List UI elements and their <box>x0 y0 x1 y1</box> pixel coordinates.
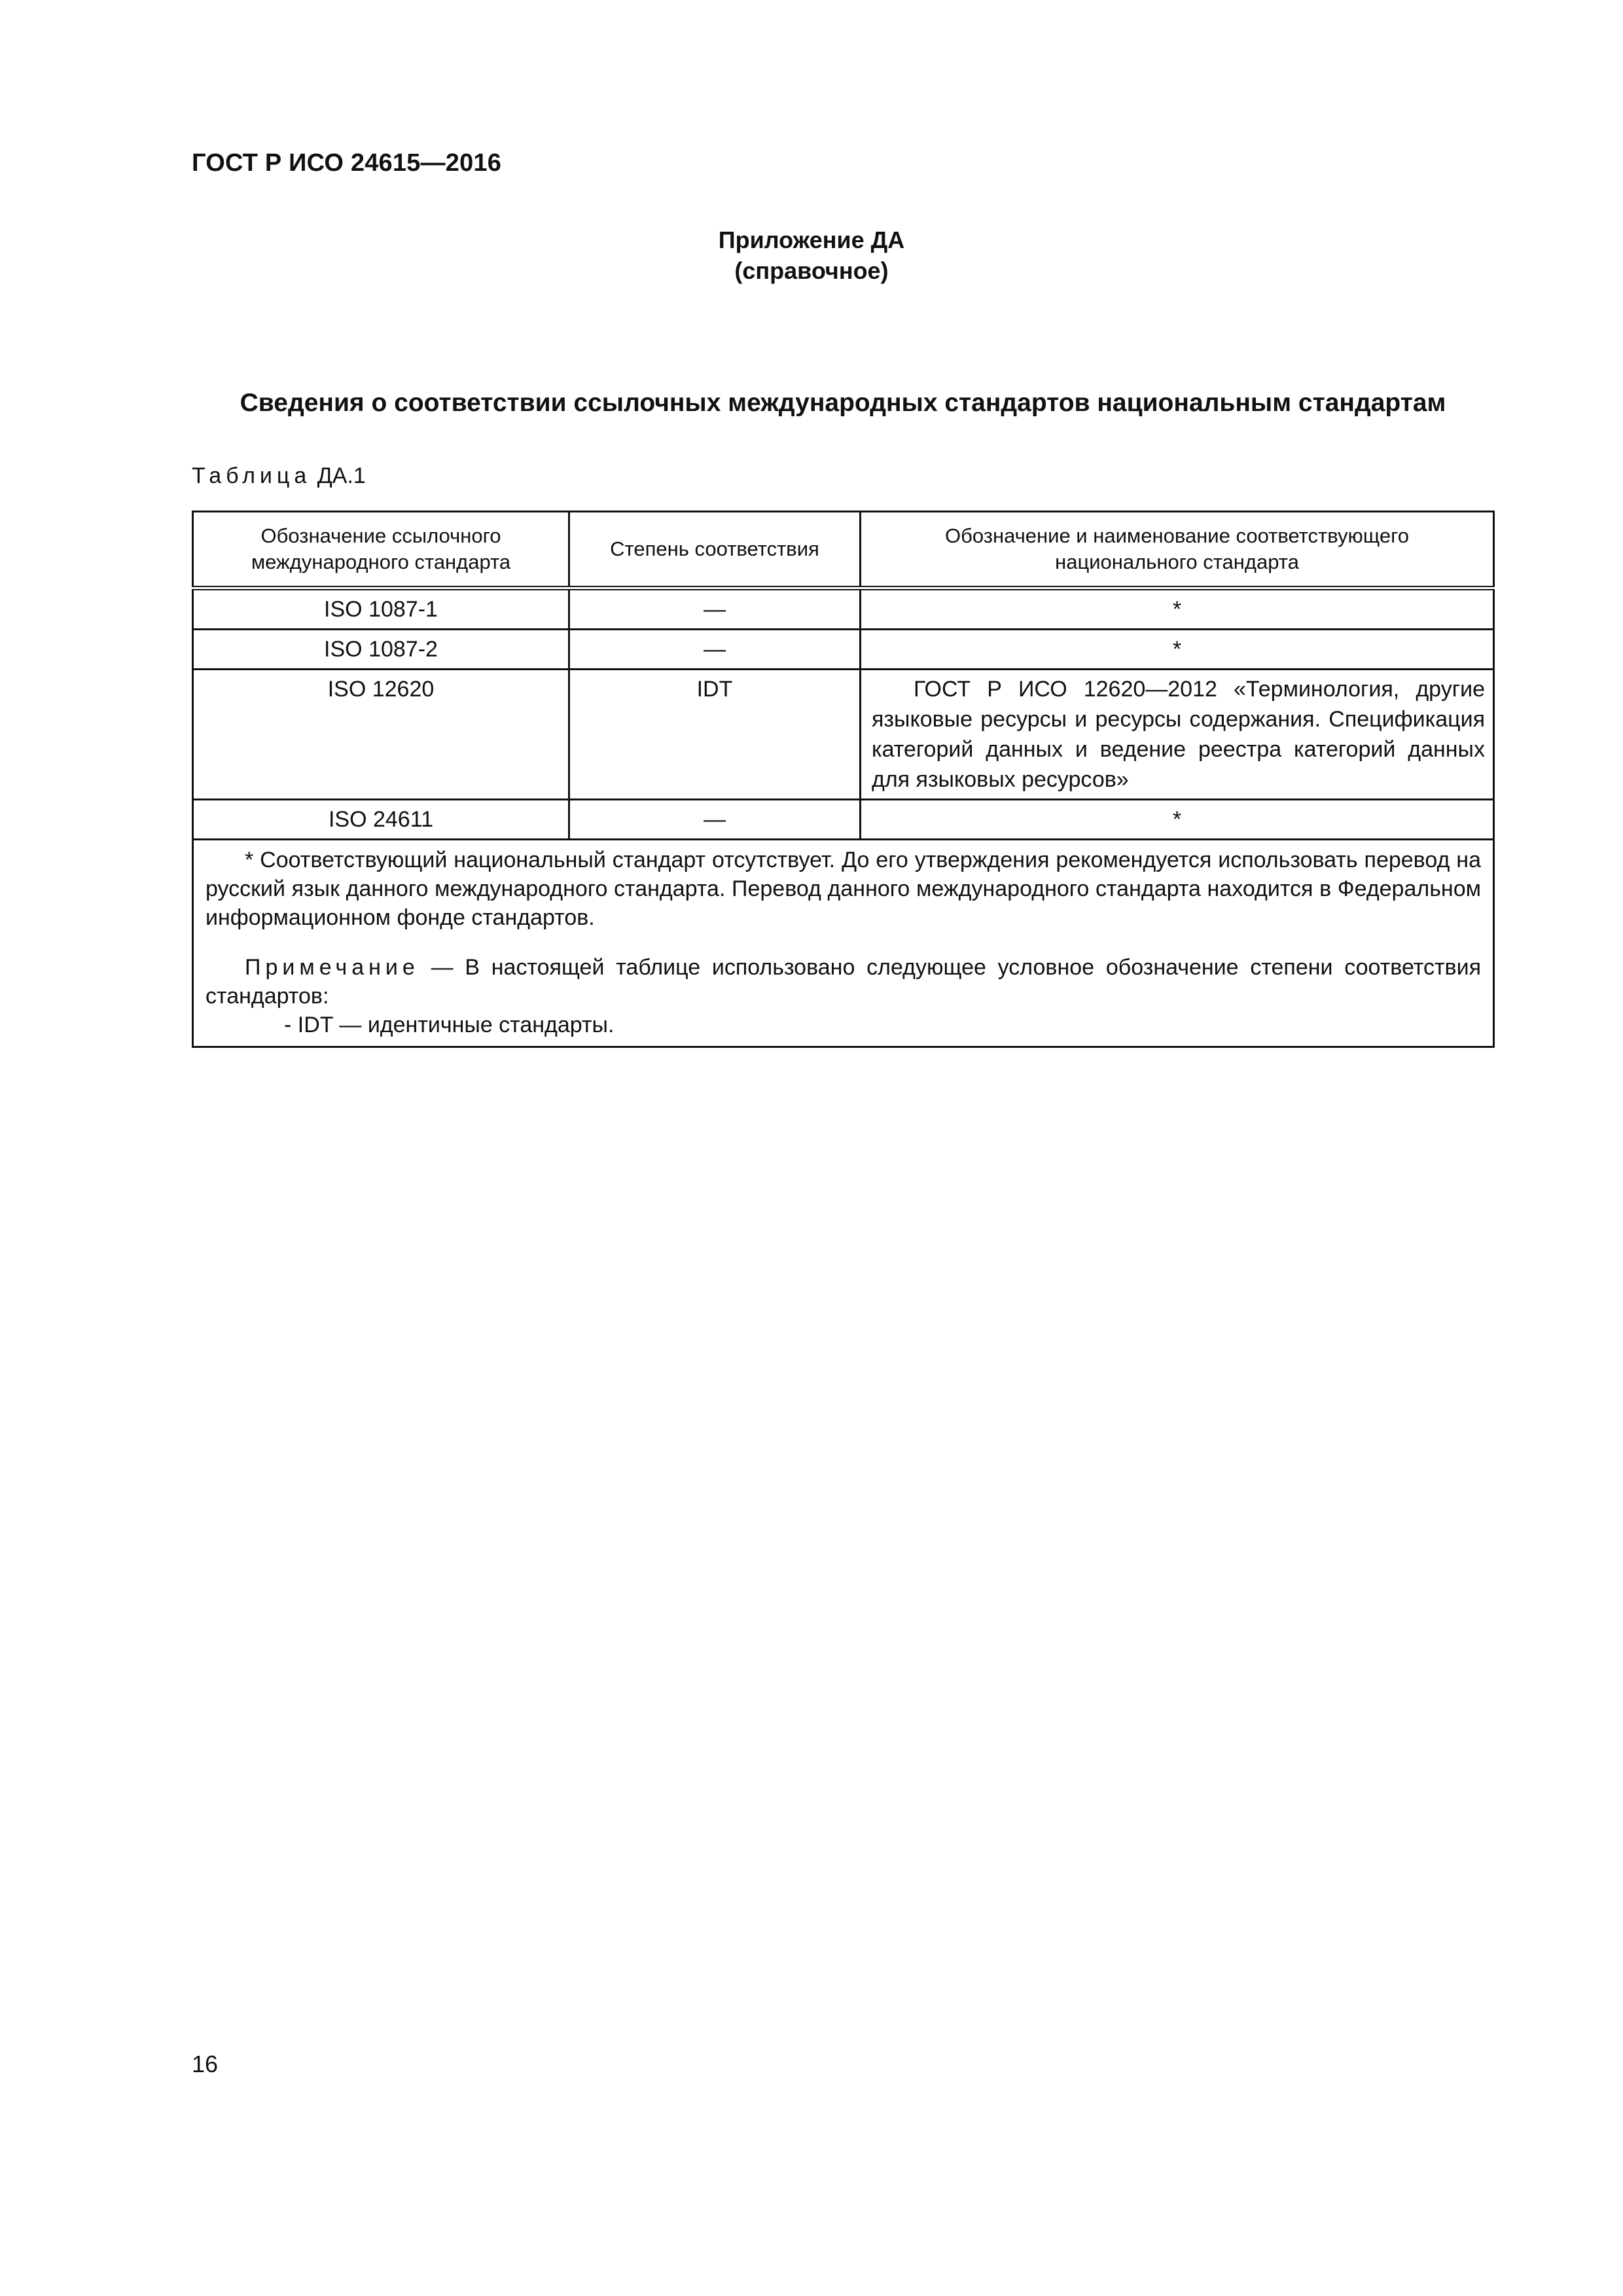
column-header-national: Обозначение и наименование соответствующего национального стандарта <box>861 512 1494 588</box>
table-row <box>193 630 1494 670</box>
note-text: — В настоящей таблице использовано следующее условное обозначение степени соответствия стандартов: <box>205 955 1481 1009</box>
column-header-reference: Обозначение ссылочного международного стандарта <box>193 512 569 588</box>
appendix-title: Приложение ДА <box>718 226 905 253</box>
appendix-subtitle: (справочное) <box>734 257 889 284</box>
cell-reference: ISO 12620 <box>193 670 569 800</box>
cell-degree: — <box>569 630 861 670</box>
cell-national: * <box>861 588 1494 630</box>
cell-degree: — <box>569 800 861 840</box>
table-header-row <box>193 512 1494 588</box>
table-row <box>193 588 1494 630</box>
document-code: ГОСТ Р ИСО 24615—2016 <box>192 149 502 177</box>
appendix-heading <box>0 224 1623 286</box>
cell-national: ГОСТ Р ИСО 12620—2012 «Терминология, другие языковые ресурсы и ресурсы содержания. Спецификация категорий данных и ведение реестра категорий данных для языковых ресурсов» <box>861 670 1494 800</box>
column-header-degree: Степень соответствия <box>569 512 861 588</box>
table-caption-number: ДА.1 <box>317 463 366 488</box>
table-caption <box>192 463 366 489</box>
table-notes-row <box>193 840 1494 1047</box>
note-list-item: - IDT — идентичные стандарты. <box>284 1013 615 1037</box>
cell-degree: — <box>569 588 861 630</box>
table-notes-cell <box>193 840 1494 1047</box>
cell-national: * <box>861 630 1494 670</box>
cell-national: * <box>861 800 1494 840</box>
table-note <box>205 953 1481 1011</box>
cell-reference: ISO 1087-1 <box>193 588 569 630</box>
cell-reference: ISO 24611 <box>193 800 569 840</box>
table-caption-word: Таблица <box>192 463 312 488</box>
note-label: Примечание <box>245 955 419 980</box>
page-number: 16 <box>192 2051 219 2077</box>
section-title: Сведения о соответствии ссылочных международных стандартов национальным стандартам <box>240 389 1446 417</box>
table-footnote: * Соответствующий национальный стандарт отсутствует. До его утверждения рекомендуется использовать перевод на русский язык данного международного стандарта. Перевод данного международного стандарта находится в Федеральном информационном фонде стандартов. <box>205 848 1481 930</box>
cell-degree: IDT <box>569 670 861 800</box>
cell-reference: ISO 1087-2 <box>193 630 569 670</box>
correspondence-table <box>192 511 1495 1048</box>
table-row <box>193 670 1494 800</box>
table-row <box>193 800 1494 840</box>
